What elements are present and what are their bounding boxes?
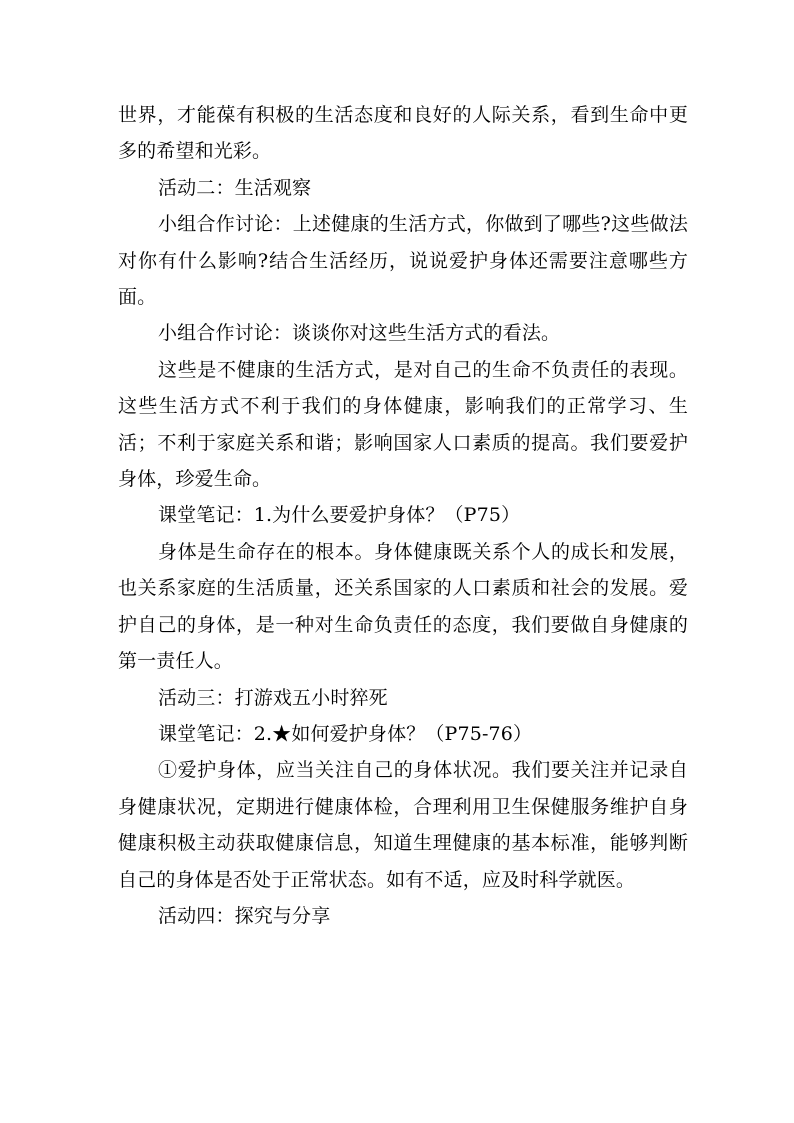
care-for-body-paragraph: ①爱护身体，应当关注自己的身体状况。我们要关注并记录自身健康状况，定期进行健康体检，合理利用卫生保健服务维护自身健康积极主动获取健康信息，知道生理健康的基本标准，能够判断自己的身体是否处于正常状态。如有不适，应及时科学就医。 — [118, 759, 688, 891]
group-discussion-paragraph-2: 小组合作讨论：谈谈你对这些生活方式的看法。 — [158, 322, 561, 345]
class-note-1-heading: 课堂笔记：1.为什么要爱护身体？（P75） — [158, 504, 521, 527]
activity-two-heading: 活动二：生活观察 — [158, 176, 312, 199]
activity-three-heading: 活动三：打游戏五小时猝死 — [158, 686, 388, 709]
group-discussion-paragraph-1: 小组合作讨论：上述健康的生活方式，你做到了哪些?这些做法对你有什么影响?结合生活经历，说说爱护身体还需要注意哪些方面。 — [118, 213, 688, 309]
activity-four-heading: 活动四：探究与分享 — [158, 904, 331, 927]
paragraph-continuation: 世界，才能葆有积极的生活态度和良好的人际关系，看到生命中更多的希望和光彩。 — [118, 104, 688, 163]
body-importance-paragraph: 身体是生命存在的根本。身体健康既关系个人的成长和发展，也关系家庭的生活质量，还关系国家的人口素质和社会的发展。爱护自己的身体，是一种对生命负责任的态度，我们要做自身健康的第一责任人。 — [118, 540, 688, 673]
class-note-2-heading: 课堂笔记：2.★如何爱护身体？（P75-76） — [158, 722, 533, 745]
unhealthy-lifestyle-paragraph: 这些是不健康的生活方式，是对自己的生命不负责任的表现。这些生活方式不利于我们的身体健康，影响我们的正常学习、生活；不利于家庭关系和谐；影响国家人口素质的提高。我们要爱护身体，珍爱生命。 — [118, 358, 688, 491]
document-body — [118, 97, 688, 934]
